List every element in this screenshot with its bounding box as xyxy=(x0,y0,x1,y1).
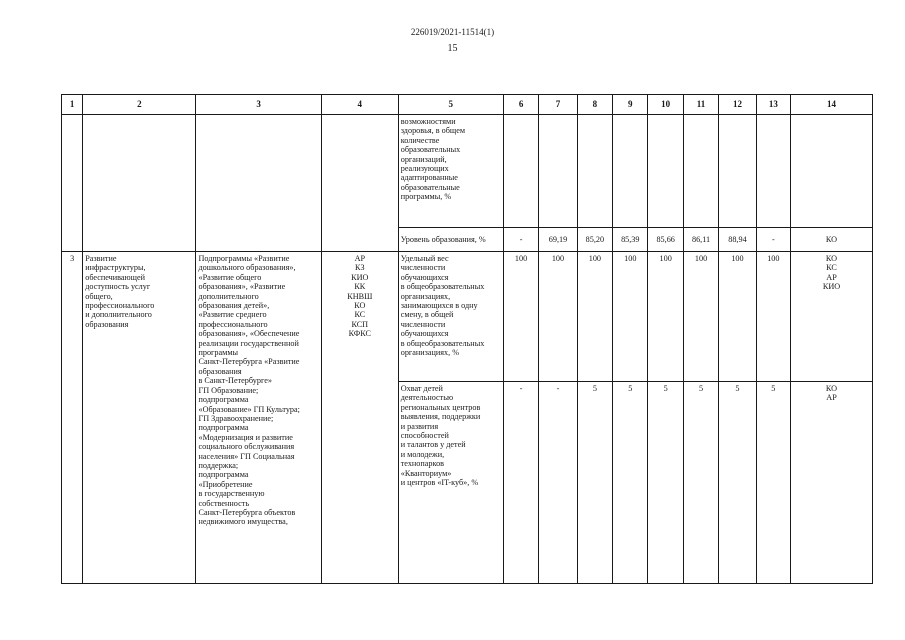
value-cell: 88,94 xyxy=(719,228,756,252)
column-header: 6 xyxy=(503,95,538,115)
direction-cell: Развитие инфраструктуры, обеспечивающей доступность услуг общего, профессионального и дополнительного образования xyxy=(83,252,196,584)
column-header: 1 xyxy=(62,95,83,115)
value-cell: - xyxy=(756,228,790,252)
value-cell: 5 xyxy=(648,382,683,584)
indicator-cell: Удельный вес численности обучающихся в общеобразовательных организациях, занимающихся в одну смену, в общей численности обучающихся в общеобразовательных организациях, % xyxy=(398,252,503,382)
agencies-cell: АР КЗ КИО КК КНВШ КО КС КСП КФКС xyxy=(321,252,398,584)
value-cell: - xyxy=(503,382,538,584)
executors-cell xyxy=(791,115,873,228)
column-header: 8 xyxy=(577,95,612,115)
column-header: 12 xyxy=(719,95,756,115)
value-cell xyxy=(719,115,756,228)
column-header: 11 xyxy=(683,95,718,115)
page-number: 15 xyxy=(447,43,458,54)
value-cell: 5 xyxy=(613,382,648,584)
value-cell: 86,11 xyxy=(683,228,718,252)
value-cell: 100 xyxy=(503,252,538,382)
value-cell xyxy=(503,115,538,228)
value-cell: 5 xyxy=(719,382,756,584)
value-cell: 100 xyxy=(756,252,790,382)
executors-cell: КО КС АР КИО xyxy=(791,252,873,382)
table-row xyxy=(62,115,873,228)
value-cell xyxy=(648,115,683,228)
value-cell: 100 xyxy=(683,252,718,382)
value-cell: 100 xyxy=(577,252,612,382)
column-header: 2 xyxy=(83,95,196,115)
value-cell: 5 xyxy=(577,382,612,584)
column-header: 9 xyxy=(613,95,648,115)
value-cell: 100 xyxy=(613,252,648,382)
cell-agencies-empty xyxy=(321,115,398,252)
indicator-cell: Уровень образования, % xyxy=(398,228,503,252)
document-number: 226019/2021-11514(1) xyxy=(410,27,495,37)
column-header: 5 xyxy=(398,95,503,115)
column-header: 10 xyxy=(648,95,683,115)
value-cell: 85,39 xyxy=(613,228,648,252)
value-cell: - xyxy=(539,382,577,584)
cell-num-empty xyxy=(62,115,83,252)
table-header-row xyxy=(62,95,873,115)
column-header: 7 xyxy=(539,95,577,115)
value-cell: 100 xyxy=(648,252,683,382)
value-cell: 5 xyxy=(756,382,790,584)
table-row xyxy=(62,252,873,382)
column-header: 13 xyxy=(756,95,790,115)
cell-programs-empty xyxy=(196,115,321,252)
value-cell xyxy=(683,115,718,228)
value-cell xyxy=(613,115,648,228)
executors-cell: КО xyxy=(791,228,873,252)
value-cell: 100 xyxy=(539,252,577,382)
indicator-cell: Охват детей деятельностью региональных центров выявления, поддержки и развития способностей и талантов у детей и молодежи, технопарков «Кванториум» и центров «IT-куб», % xyxy=(398,382,503,584)
value-cell xyxy=(577,115,612,228)
column-header: 14 xyxy=(791,95,873,115)
value-cell: 5 xyxy=(683,382,718,584)
value-cell xyxy=(756,115,790,228)
cell-direction-empty xyxy=(83,115,196,252)
value-cell: 100 xyxy=(719,252,756,382)
column-header: 4 xyxy=(321,95,398,115)
program-table xyxy=(61,94,873,584)
row-number-cell: 3 xyxy=(62,252,83,584)
programs-cell: Подпрограммы «Развитие дошкольного образования», «Развитие общего образования», «Развитие дополнительного образования детей», «Развитие среднего профессионального образования», «Обеспечение реализации государственной программы Санкт-Петербурга «Развитие образования в Санкт-Петербурге» ГП Образование; подпрограмма «Образование» ГП Культура; ГП Здравоохранение; подпрограмма «Модернизация и развитие социального обслуживания населения» ГП Социальная поддержка; подпрограмма «Приобретение в государственную собственность Санкт-Петербурга объектов недвижимого имущества, xyxy=(196,252,321,584)
indicator-cell: возможностями здоровья, в общем количестве образовательных организаций, реализующих адаптированные образовательные программы, % xyxy=(398,115,503,228)
value-cell: 69,19 xyxy=(539,228,577,252)
executors-cell: КО АР xyxy=(791,382,873,584)
value-cell xyxy=(539,115,577,228)
column-header: 3 xyxy=(196,95,321,115)
value-cell: 85,66 xyxy=(648,228,683,252)
value-cell: - xyxy=(503,228,538,252)
value-cell: 85,20 xyxy=(577,228,612,252)
